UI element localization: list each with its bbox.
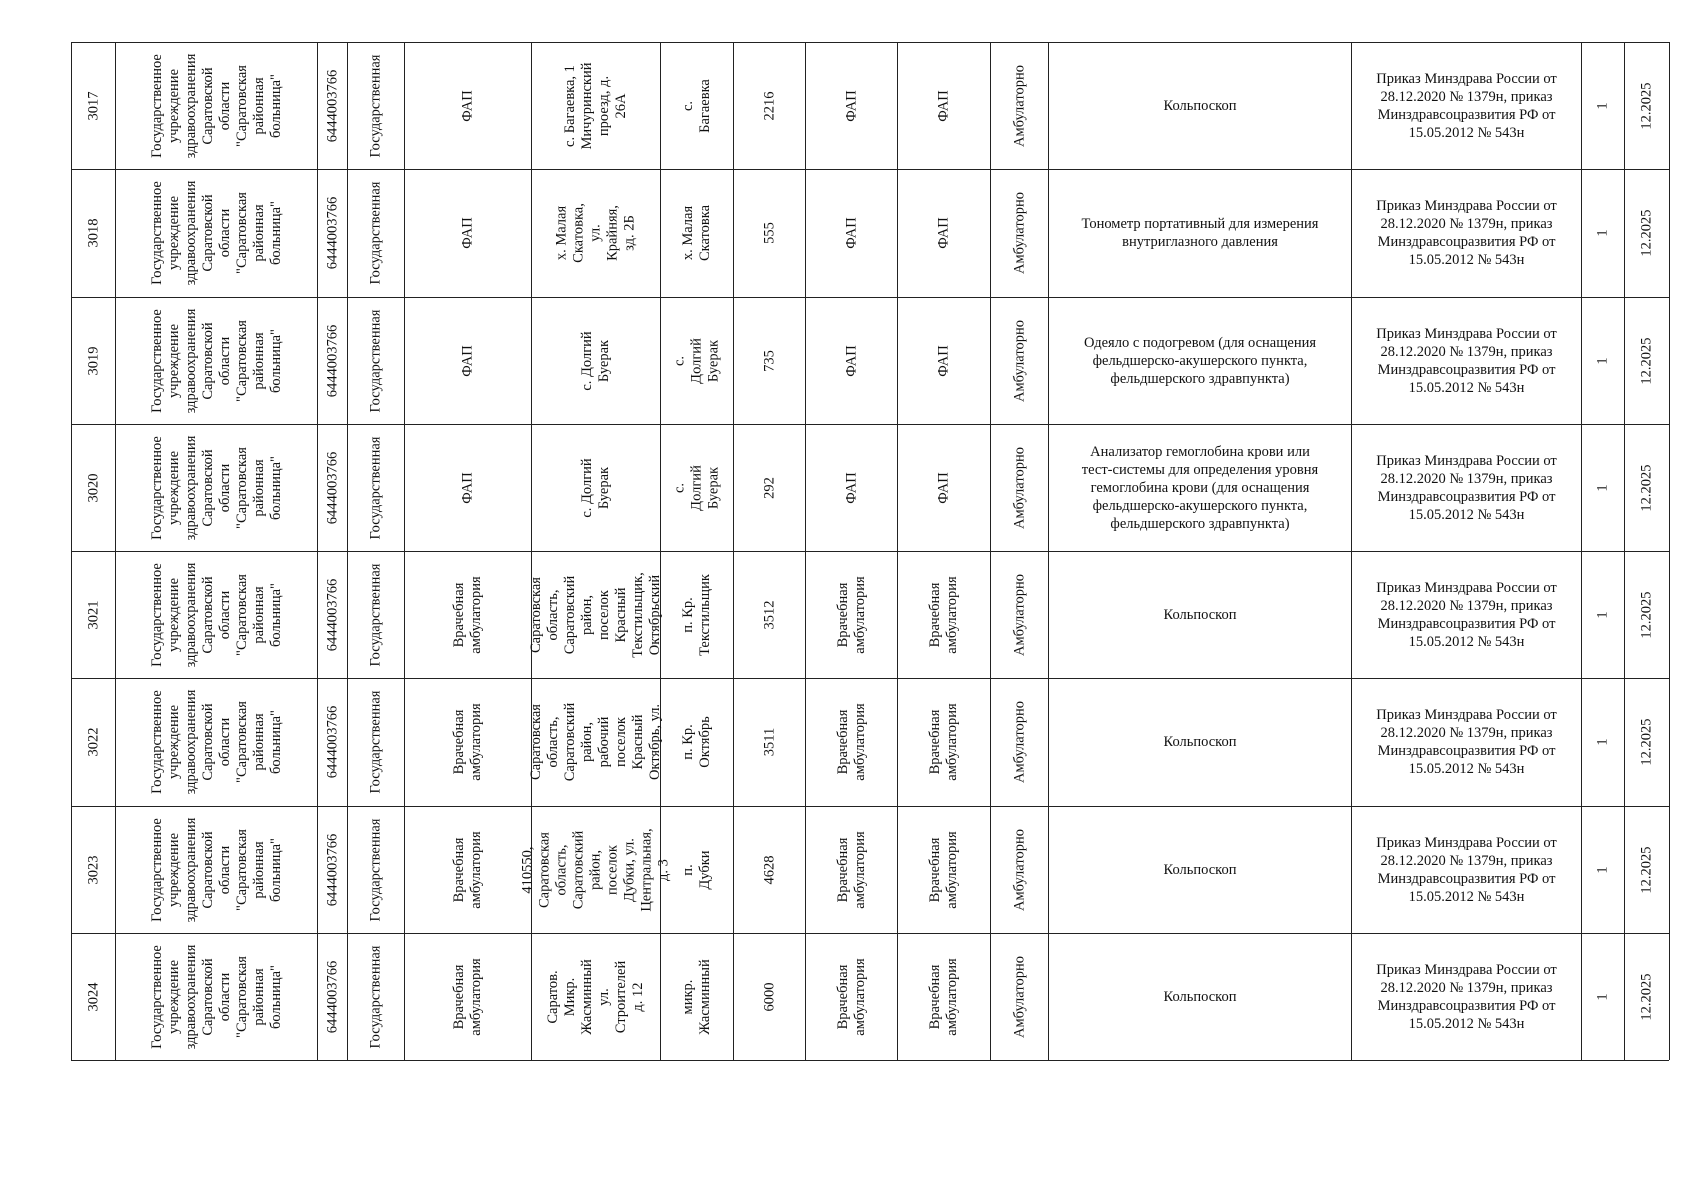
record-number: 3024	[85, 982, 101, 1012]
facility-type: ФАП	[459, 90, 476, 122]
population-count: 292	[761, 477, 777, 499]
table-cell-record-number	[72, 552, 115, 678]
care-condition: Амбулаторно	[1011, 319, 1027, 402]
care-condition: Амбулаторно	[1011, 828, 1027, 911]
record-number: 3020	[85, 473, 101, 503]
regulatory-basis: Приказ Минздрава России от 28.12.2020 № 1379н, приказ Минздравсоцразвития РФ от 15.05.2012 № 543н	[1376, 452, 1557, 523]
equipment-name: Кольпоскоп	[1163, 861, 1237, 878]
table-cell-record-number	[72, 934, 115, 1060]
inn-code: 6444003766	[324, 69, 340, 143]
table-cell-equipment-name	[1049, 170, 1351, 296]
table-cell-equipment-name	[1049, 807, 1351, 933]
inn-code: 6444003766	[324, 197, 340, 270]
quantity: 1	[1594, 229, 1611, 237]
inn-code: 6444003766	[324, 324, 340, 397]
locality-name: микр. Жасминный	[680, 959, 713, 1035]
inn-code: 6444003766	[324, 451, 340, 525]
facility-type: ФАП	[459, 217, 476, 250]
deadline-date: 12.2025	[1638, 973, 1655, 1021]
population-count: 555	[761, 222, 777, 245]
organization-name: Государственное учреждение здравоохранения Саратовской области "Саратовская районная больница"	[148, 690, 284, 795]
table-cell-population-count	[734, 425, 805, 551]
table-cell-care-condition	[991, 170, 1048, 296]
table-cell-facility-address	[528, 552, 663, 678]
table-cell-care-condition	[991, 552, 1048, 678]
table-cell-deadline-date	[1625, 934, 1669, 1060]
population-count: 3511	[761, 728, 777, 757]
regulatory-basis: Приказ Минздрава России от 28.12.2020 № 1379н, приказ Минздравсоцразвития РФ от 15.05.2012 № 543н	[1376, 961, 1557, 1032]
table-cell-deadline-date	[1625, 807, 1669, 933]
table-cell-inn-code	[318, 298, 347, 424]
record-number: 3018	[85, 218, 101, 248]
table-cell-quantity	[1582, 425, 1624, 551]
table-cell-organization-name	[116, 170, 317, 296]
facility-address: Саратовская область, Саратовский район, поселок Красный Текстильщик, Октябрьский	[528, 572, 663, 658]
table-cell-equipment-name	[1049, 934, 1351, 1060]
deadline-date: 12.2025	[1638, 591, 1655, 639]
table-cell-regulatory-basis	[1352, 43, 1581, 169]
table-cell-facility-address	[532, 934, 660, 1060]
equipment-name: Кольпоскоп	[1163, 734, 1237, 751]
ownership-form: Государственная	[367, 818, 384, 922]
care-condition: Амбулаторно	[1011, 446, 1027, 529]
organization-name: Государственное учреждение здравоохранения Саратовской области "Саратовская районная больница"	[148, 308, 284, 413]
table-cell-facility-type	[405, 552, 531, 678]
table-cell-subdivision-name	[806, 298, 897, 424]
table-cell-record-number	[72, 170, 115, 296]
table-cell-organization-name	[116, 43, 317, 169]
subdivision-name: Врачебная амбулатория	[834, 830, 868, 909]
table-cell-ownership-form	[348, 552, 404, 678]
ownership-form: Государственная	[367, 945, 384, 1049]
table-cell-care-condition	[991, 298, 1048, 424]
table-cell-organization-name	[116, 425, 317, 551]
table-cell-facility-type	[405, 679, 531, 805]
table-cell-locality-name	[661, 679, 733, 805]
facility-address: 410550, Саратовская область, Саратовский район, поселок Дубки, ул. Центральная, д. 3	[519, 827, 672, 912]
table-cell-locality-name	[661, 298, 733, 424]
table-cell-inn-code	[318, 807, 347, 933]
table-cell-regulatory-basis	[1352, 934, 1581, 1060]
table-cell-inn-code	[318, 43, 347, 169]
table-cell-regulatory-basis	[1352, 425, 1581, 551]
care-condition: Амбулаторно	[1011, 701, 1027, 784]
facility-type: Врачебная амбулатория	[451, 703, 484, 782]
population-count: 6000	[761, 982, 777, 1012]
table-cell-facility-address	[532, 425, 660, 551]
population-count: 3512	[761, 600, 777, 630]
table-cell-facility-type	[405, 170, 531, 296]
table-column-border	[1669, 42, 1670, 1060]
table-row-border	[71, 1060, 1669, 1061]
table-cell-subdivision-profile	[898, 552, 990, 678]
equipment-name: Кольпоскоп	[1163, 98, 1237, 115]
organization-name: Государственное учреждение здравоохранения Саратовской области "Саратовская районная больница"	[148, 53, 284, 159]
table-cell-inn-code	[318, 934, 347, 1060]
record-number: 3023	[85, 855, 101, 885]
table-cell-facility-address	[519, 807, 672, 933]
ownership-form: Государственная	[367, 181, 384, 285]
equipment-name: Кольпоскоп	[1163, 607, 1237, 624]
subdivision-name: ФАП	[843, 90, 859, 122]
quantity: 1	[1594, 993, 1611, 1001]
regulatory-basis: Приказ Минздрава России от 28.12.2020 № 1379н, приказ Минздравсоцразвития РФ от 15.05.2012 № 543н	[1376, 71, 1557, 142]
facility-type: Врачебная амбулатория	[451, 576, 484, 654]
table-cell-facility-address	[532, 170, 660, 296]
table-cell-subdivision-name	[806, 934, 897, 1060]
table-cell-locality-name	[661, 425, 733, 551]
facility-address: с. Долгий Буерак	[579, 330, 612, 391]
table-cell-subdivision-name	[806, 679, 897, 805]
facility-address: Саратовская область, Саратовский район, рабочий поселок Красный Октябрь, ул.	[528, 703, 663, 782]
deadline-date: 12.2025	[1638, 82, 1655, 130]
deadline-date: 12.2025	[1638, 209, 1655, 257]
table-cell-population-count	[734, 170, 805, 296]
table-cell-subdivision-name	[806, 43, 897, 169]
table-cell-record-number	[72, 425, 115, 551]
table-cell-population-count	[734, 43, 805, 169]
table-cell-quantity	[1582, 679, 1624, 805]
ownership-form: Государственная	[367, 563, 384, 667]
table-cell-locality-name	[661, 43, 733, 169]
quantity: 1	[1594, 611, 1611, 619]
table-cell-inn-code	[318, 170, 347, 296]
equipment-name: Тонометр портативный для измерения внутриглазного давления	[1081, 216, 1319, 251]
table-cell-organization-name	[116, 298, 317, 424]
care-condition: Амбулаторно	[1011, 574, 1027, 657]
table-cell-ownership-form	[348, 425, 404, 551]
record-number: 3021	[85, 600, 101, 630]
table-cell-subdivision-profile	[898, 807, 990, 933]
table-cell-facility-type	[405, 43, 531, 169]
locality-name: х. Малая Скатовка	[680, 205, 713, 262]
population-count: 735	[761, 349, 777, 372]
locality-name: п. Кр. Октябрь	[680, 716, 713, 769]
table-cell-equipment-name	[1049, 43, 1351, 169]
subdivision-name: Врачебная амбулатория	[834, 958, 868, 1036]
inn-code: 6444003766	[324, 706, 340, 779]
organization-name: Государственное учреждение здравоохранения Саратовской области "Саратовская районная больница"	[148, 181, 284, 286]
subdivision-name: Врачебная амбулатория	[834, 576, 868, 654]
regulatory-basis: Приказ Минздрава России от 28.12.2020 № 1379н, приказ Минздравсоцразвития РФ от 15.05.2012 № 543н	[1376, 580, 1557, 651]
ownership-form: Государственная	[367, 309, 384, 413]
table-cell-record-number	[72, 43, 115, 169]
locality-name: п. Дубки	[680, 850, 713, 890]
table-cell-ownership-form	[348, 679, 404, 805]
table-cell-ownership-form	[348, 43, 404, 169]
population-count: 4628	[761, 855, 777, 885]
quantity: 1	[1594, 357, 1611, 365]
organization-name: Государственное учреждение здравоохранения Саратовской области "Саратовская районная больница"	[148, 817, 284, 922]
table-cell-care-condition	[991, 425, 1048, 551]
table-cell-care-condition	[991, 934, 1048, 1060]
table-cell-quantity	[1582, 552, 1624, 678]
table-cell-deadline-date	[1625, 425, 1669, 551]
table-cell-facility-address	[532, 298, 660, 424]
facility-type: ФАП	[459, 344, 476, 377]
table-cell-subdivision-profile	[898, 170, 990, 296]
table-cell-population-count	[734, 679, 805, 805]
table-cell-facility-type	[405, 934, 531, 1060]
table-cell-ownership-form	[348, 298, 404, 424]
table-cell-population-count	[734, 298, 805, 424]
table-cell-regulatory-basis	[1352, 552, 1581, 678]
deadline-date: 12.2025	[1638, 464, 1655, 512]
table-cell-regulatory-basis	[1352, 807, 1581, 933]
table-cell-regulatory-basis	[1352, 679, 1581, 805]
care-condition: Амбулаторно	[1011, 65, 1027, 148]
table-cell-subdivision-profile	[898, 425, 990, 551]
table-cell-deadline-date	[1625, 43, 1669, 169]
subdivision-profile: Врачебная амбулатория	[927, 576, 960, 654]
facility-address: с. Долгий Буерак	[579, 458, 612, 518]
facility-type: Врачебная амбулатория	[451, 958, 484, 1036]
facility-type: ФАП	[459, 472, 476, 504]
table-cell-subdivision-name	[806, 807, 897, 933]
deadline-date: 12.2025	[1638, 846, 1655, 894]
table-cell-record-number	[72, 679, 115, 805]
table-cell-quantity	[1582, 298, 1624, 424]
table-cell-facility-type	[405, 807, 531, 933]
table-cell-subdivision-profile	[898, 43, 990, 169]
table-cell-facility-type	[405, 425, 531, 551]
table-cell-subdivision-name	[806, 552, 897, 678]
subdivision-profile: Врачебная амбулатория	[927, 958, 960, 1036]
table-cell-organization-name	[116, 679, 317, 805]
quantity: 1	[1594, 102, 1611, 110]
care-condition: Амбулаторно	[1011, 192, 1027, 275]
record-number: 3022	[85, 727, 101, 757]
table-cell-subdivision-profile	[898, 679, 990, 805]
ownership-form: Государственная	[367, 436, 384, 540]
regulatory-basis: Приказ Минздрава России от 28.12.2020 № 1379н, приказ Минздравсоцразвития РФ от 15.05.2012 № 543н	[1376, 198, 1557, 269]
ownership-form: Государственная	[367, 54, 384, 158]
table-cell-equipment-name	[1049, 425, 1351, 551]
subdivision-profile: ФАП	[935, 217, 952, 250]
ownership-form: Государственная	[367, 690, 384, 794]
table-cell-organization-name	[116, 934, 317, 1060]
table-cell-quantity	[1582, 170, 1624, 296]
subdivision-profile: Врачебная амбулатория	[927, 830, 960, 909]
population-count: 2216	[761, 91, 777, 121]
locality-name: с. Долгий Буерак	[671, 465, 722, 511]
inn-code: 6444003766	[324, 833, 340, 906]
table-cell-equipment-name	[1049, 552, 1351, 678]
table-cell-facility-type	[405, 298, 531, 424]
table-cell-regulatory-basis	[1352, 170, 1581, 296]
table-cell-subdivision-name	[806, 425, 897, 551]
table-cell-ownership-form	[348, 170, 404, 296]
facility-type: Врачебная амбулатория	[451, 830, 484, 909]
table-cell-inn-code	[318, 679, 347, 805]
table-cell-locality-name	[661, 170, 733, 296]
table-cell-equipment-name	[1049, 298, 1351, 424]
quantity: 1	[1594, 484, 1611, 492]
locality-name: с. Багаевка	[680, 79, 713, 133]
equipment-name: Кольпоскоп	[1163, 988, 1237, 1005]
table-cell-quantity	[1582, 43, 1624, 169]
table-cell-population-count	[734, 552, 805, 678]
facility-address: с. Багаевка, 1 Мичуринский проезд, д. 26А	[562, 62, 629, 150]
table-cell-deadline-date	[1625, 552, 1669, 678]
quantity: 1	[1594, 738, 1611, 746]
regulatory-basis: Приказ Минздрава России от 28.12.2020 № 1379н, приказ Минздравсоцразвития РФ от 15.05.2012 № 543н	[1376, 707, 1557, 778]
subdivision-profile: Врачебная амбулатория	[927, 703, 960, 782]
locality-name: с. Долгий Буерак	[671, 337, 722, 384]
equipment-name: Одеяло с подогревом (для оснащения фельдшерско-акушерского пункта, фельдшерского здравпункта)	[1083, 334, 1317, 387]
facility-address: Саратов. Микр. Жасминный ул. Строителей д. 12	[545, 959, 646, 1035]
inn-code: 6444003766	[324, 578, 340, 652]
table-cell-deadline-date	[1625, 170, 1669, 296]
subdivision-name: ФАП	[843, 344, 859, 377]
deadline-date: 12.2025	[1638, 718, 1655, 766]
table-cell-inn-code	[318, 552, 347, 678]
subdivision-profile: ФАП	[935, 90, 952, 122]
table-cell-inn-code	[318, 425, 347, 551]
table-cell-population-count	[734, 807, 805, 933]
table-cell-quantity	[1582, 934, 1624, 1060]
table-cell-subdivision-name	[806, 170, 897, 296]
subdivision-profile: ФАП	[935, 472, 952, 504]
table-cell-locality-name	[661, 552, 733, 678]
table-cell-subdivision-profile	[898, 298, 990, 424]
organization-name: Государственное учреждение здравоохранения Саратовской области "Саратовская районная больница"	[148, 944, 284, 1050]
organization-name: Государственное учреждение здравоохранения Саратовской области "Саратовская районная больница"	[148, 435, 284, 541]
inn-code: 6444003766	[324, 960, 340, 1034]
table-cell-regulatory-basis	[1352, 298, 1581, 424]
table-cell-ownership-form	[348, 934, 404, 1060]
table-cell-ownership-form	[348, 807, 404, 933]
table-cell-deadline-date	[1625, 679, 1669, 805]
table-cell-organization-name	[116, 552, 317, 678]
equipment-name: Анализатор гемоглобина крови или тест-системы для определения уровня гемоглобина крови (для оснащения фельдшерско-акушерского пункта, фельдшерского здравпункта)	[1081, 443, 1319, 532]
subdivision-name: ФАП	[843, 217, 859, 250]
table-cell-locality-name	[661, 934, 733, 1060]
subdivision-name: Врачебная амбулатория	[834, 703, 868, 782]
facility-address: х. Малая Скатовка, ул. Крайняя, зд. 2Б	[553, 203, 638, 264]
care-condition: Амбулаторно	[1011, 955, 1027, 1038]
table-cell-organization-name	[116, 807, 317, 933]
subdivision-name: ФАП	[843, 472, 859, 504]
record-number: 3019	[85, 346, 101, 376]
table-cell-record-number	[72, 298, 115, 424]
table-cell-equipment-name	[1049, 679, 1351, 805]
locality-name: п. Кр. Текстильщик	[680, 574, 713, 657]
subdivision-profile: ФАП	[935, 344, 952, 377]
organization-name: Государственное учреждение здравоохранения Саратовской области "Саратовская районная больница"	[148, 562, 284, 668]
table-cell-population-count	[734, 934, 805, 1060]
table-cell-facility-address	[532, 43, 660, 169]
table-cell-deadline-date	[1625, 298, 1669, 424]
quantity: 1	[1594, 866, 1611, 874]
regulatory-basis: Приказ Минздрава России от 28.12.2020 № 1379н, приказ Минздравсоцразвития РФ от 15.05.2012 № 543н	[1376, 325, 1557, 396]
table-cell-care-condition	[991, 43, 1048, 169]
table-cell-care-condition	[991, 679, 1048, 805]
table-cell-care-condition	[991, 807, 1048, 933]
table-cell-facility-address	[528, 679, 663, 805]
regulatory-basis: Приказ Минздрава России от 28.12.2020 № 1379н, приказ Минздравсоцразвития РФ от 15.05.2012 № 543н	[1376, 834, 1557, 905]
table-cell-record-number	[72, 807, 115, 933]
table-cell-quantity	[1582, 807, 1624, 933]
table-cell-locality-name	[661, 807, 733, 933]
record-number: 3017	[85, 91, 101, 121]
deadline-date: 12.2025	[1638, 337, 1655, 385]
table-cell-subdivision-profile	[898, 934, 990, 1060]
